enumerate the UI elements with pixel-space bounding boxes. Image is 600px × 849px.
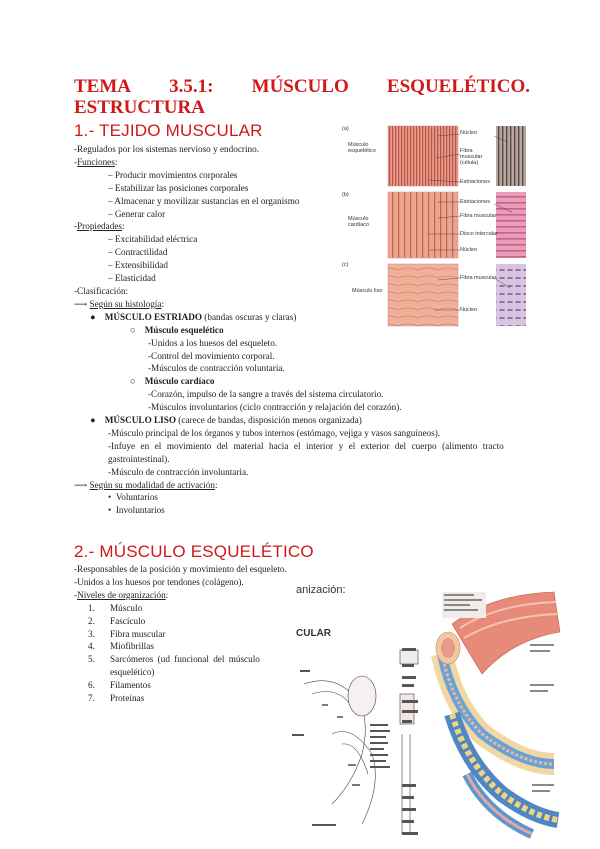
skeletal-item: -Unidos a los huesos del esqueleto. (148, 337, 278, 348)
fig-label: Fibra muscular (460, 213, 497, 219)
functions-label: -Funciones: (74, 156, 118, 167)
fig-label: Estriaciones (460, 199, 490, 205)
title-line2: ESTRUCTURA (74, 97, 205, 118)
activation-item: • Voluntarios (108, 492, 159, 503)
text-line: -Unidos a los huesos por tendones (colágeno). (74, 576, 244, 587)
levels-label: -Niveles de organización: (74, 589, 169, 600)
title-word: MÚSCULO (251, 76, 349, 97)
cardiac-item: -Corazón, impulso de la sangre a través del sistema circulatorio. (148, 389, 384, 400)
histology-label: ⟶ Según su histología: (74, 298, 165, 309)
level-item: 1. Músculo (88, 602, 143, 613)
function-item: – Generar calor (108, 208, 166, 219)
figure-caption: CULAR (296, 628, 331, 639)
title-word: 3.5.1: (169, 76, 214, 97)
smooth-detail: -Músculo principal de los órganos y tubos internos (estómago, vejiga y vasos sanguíneos). (108, 427, 441, 438)
properties-label: -Propiedades: (74, 221, 125, 232)
level-item: 5. Sarcómeros (ud funcional del músculo (88, 654, 260, 665)
title-word: ESQUELÉTICO. (386, 76, 530, 97)
function-item: – Producir movimientos corporales (108, 169, 238, 180)
function-item: – Estabilizar las posiciones corporales (108, 182, 249, 193)
section2-body (74, 563, 287, 705)
smooth-item: ● MÚSCULO LISO (carece de bandas, disposición menos organizada) (90, 415, 362, 426)
cardiac-item: -Músculos involuntarios (ciclo contracción y relajación del corazón). (148, 402, 402, 413)
section2-heading: 2.- MÚSCULO ESQUELÉTICO (74, 542, 314, 561)
smooth-name: Músculo liso (352, 288, 383, 294)
fig-label: Disco intercalar (460, 231, 498, 237)
label-b: (b) (342, 192, 349, 198)
level-item: 6. Filamentos (88, 680, 151, 691)
smooth-detail: -Infuye en el movimiento del material hacia el interior y el exterior del cuerpo (alimento tracto (108, 440, 504, 451)
fig-label: Fibra muscular (460, 275, 497, 281)
activation-item: • Involuntarios (108, 505, 165, 516)
fig-label: Núcleo (460, 307, 478, 313)
striated-item: ● MÚSCULO ESTRIADO (bandas oscuras y claras) (90, 311, 297, 322)
activation-label: ⟶ Según su modalidad de activación: (74, 479, 218, 490)
title-word: TEMA (74, 76, 131, 97)
smooth-detail: -Músculo de contracción involuntaria. (108, 466, 249, 477)
level-item: 4. Miofibrillas (88, 641, 154, 652)
fig-label: Fibra muscular (célula) (460, 148, 483, 166)
skeletal-item: -Músculos de contracción voluntaria. (148, 363, 285, 374)
skeletal-item: -Control del movimiento corporal. (148, 350, 275, 361)
classification-label: -Clasificación: (74, 285, 129, 296)
level-continuation: esquelético) (110, 667, 155, 678)
property-item: – Elasticidad (108, 273, 156, 284)
section1-heading: 1.- TEJIDO MUSCULAR (74, 121, 263, 140)
label-a: (a) (342, 126, 349, 132)
text-line: -Regulados por los sistemas nervioso y endocrino. (74, 144, 259, 154)
cardiac-label: ○ Músculo cardíaco (130, 376, 215, 387)
level-item: 7. Proteínas (88, 693, 145, 704)
muscle-organization-illustration (292, 584, 562, 844)
function-item: – Almacenar y movilizar sustancias en el organismo (108, 195, 300, 206)
page-title (74, 76, 530, 118)
cardiac-name: Músculo cardíaco (348, 216, 370, 228)
fig-label: Núcleo (460, 247, 478, 253)
text-line: -Responsables de la posición y movimiento del esqueleto. (74, 564, 287, 574)
figure-caption: anización: (296, 584, 346, 596)
fig-label: Estriaciones (460, 179, 490, 185)
property-item: – Excitabilidad eléctrica (108, 234, 198, 245)
level-item: 3. Fibra muscular (88, 628, 166, 639)
muscle-types-figure (338, 122, 528, 332)
skeletal-label: ○ Músculo esquelético (130, 324, 224, 335)
smooth-detail: gastrointestinal). (108, 453, 170, 464)
skeletal-name: Músculo esquelético (348, 142, 376, 154)
label-c: (c) (342, 262, 349, 268)
level-item: 2. Fascículo (88, 615, 146, 626)
muscle-organization-figure (292, 584, 562, 844)
property-item: – Contractilidad (108, 247, 168, 258)
fig-label: Núcleo (460, 130, 478, 136)
property-item: – Extensibilidad (108, 260, 168, 271)
